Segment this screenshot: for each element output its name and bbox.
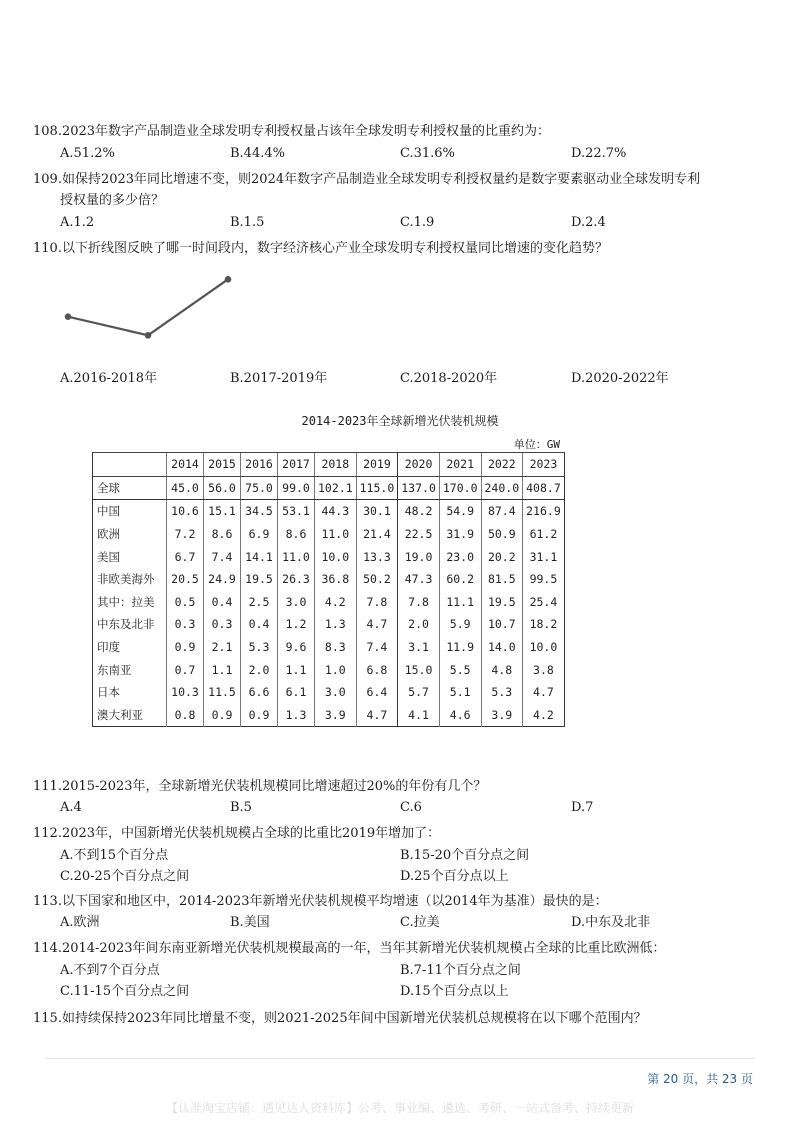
- table-cell: 0.8: [167, 704, 204, 727]
- table-cell: 7.2: [167, 523, 204, 546]
- table-cell: 60.2: [439, 568, 481, 591]
- year-header: 2020: [398, 453, 440, 477]
- q109-option-b: B.1.5: [230, 215, 265, 230]
- table-cell: 240.0: [481, 476, 523, 500]
- watermark-text: 【认准淘宝店铺：遇见达人资料库】公考、事业编、遴选、考研、一站式备考、持续更新: [165, 1101, 634, 1115]
- table-cell: 11.9: [439, 636, 481, 659]
- table-cell: 3.0: [315, 681, 357, 704]
- table-cell: 10.0: [315, 545, 357, 568]
- question-110: 110.以下折线图反映了哪一时间段内，数字经济核心产业全球发明专利授权量同比增速的变化趋势？: [33, 241, 608, 256]
- q110-option-d: D.2020-2022年: [571, 371, 669, 386]
- table-title: 2014-2023年全球新增光伏装机规模: [301, 414, 499, 428]
- row-label: 东南亚: [97, 662, 132, 677]
- table-cell: 44.3: [315, 500, 357, 523]
- table-cell: 3.0: [278, 591, 315, 614]
- q113-option-a: A.欧洲: [60, 915, 100, 930]
- q113-option-c: C.拉美: [400, 915, 440, 930]
- table-cell: 8.6: [204, 523, 241, 546]
- q111-option-d: D.7: [571, 800, 594, 815]
- row-label: 日本: [97, 685, 120, 700]
- table-cell: 2.0: [241, 658, 278, 681]
- q112-option-b: B.15-20个百分点之间: [400, 848, 530, 863]
- table-cell: 5.1: [439, 681, 481, 704]
- table-cell: 10.0: [523, 636, 565, 659]
- question-113: 113.以下国家和地区中，2014-2023年新增光伏装机规模平均增速（以2014年为基准）最快的是：: [33, 894, 608, 909]
- q114-option-a: A.不到7个百分点: [60, 963, 160, 978]
- table-cell: 4.6: [439, 704, 481, 727]
- q112-option-c: C.20-25个百分点之间: [60, 869, 190, 884]
- q112-option-a: A.不到15个百分点: [60, 848, 169, 863]
- table-cell: 31.9: [439, 523, 481, 546]
- q109-option-c: C.1.9: [400, 215, 435, 230]
- table-cell: 2.0: [398, 613, 440, 636]
- row-label: 印度: [97, 640, 120, 655]
- table-cell: 75.0: [241, 476, 278, 500]
- table-cell: 1.1: [278, 658, 315, 681]
- row-label: 美国: [97, 549, 120, 564]
- table-cell: 26.3: [278, 568, 315, 591]
- q114-option-b: B.7-11个百分点之间: [400, 963, 521, 978]
- q110-option-c: C.2018-2020年: [400, 371, 498, 386]
- table-header-row: [93, 453, 565, 477]
- table-cell: 4.7: [356, 704, 398, 727]
- table-cell: 2.1: [204, 636, 241, 659]
- table-cell: 19.5: [241, 568, 278, 591]
- table-cell: 47.3: [398, 568, 440, 591]
- q108-option-c: C.31.6%: [400, 146, 455, 161]
- table-cell: 99.5: [523, 568, 565, 591]
- table-cell: 19.5: [481, 591, 523, 614]
- table-cell: 50.9: [481, 523, 523, 546]
- table-cell: 1.3: [315, 613, 357, 636]
- table-cell: 5.9: [439, 613, 481, 636]
- table-cell: 24.9: [204, 568, 241, 591]
- table-cell: 216.9: [523, 500, 565, 523]
- question-108: 108.2023年数字产品制造业全球发明专利授权量占该年全球发明专利授权量的比重约为：: [33, 124, 551, 139]
- table-cell: 4.2: [523, 704, 565, 727]
- table-cell: 15.0: [398, 658, 440, 681]
- table-cell: 14.0: [481, 636, 523, 659]
- table-cell: 56.0: [204, 476, 241, 500]
- q109-option-a: A.1.2: [60, 215, 95, 230]
- row-label: 中东及北非: [97, 617, 155, 632]
- table-cell: 11.1: [439, 591, 481, 614]
- year-header: 2016: [241, 453, 278, 477]
- year-header: 2014: [167, 453, 204, 477]
- question-114: 114.2014-2023年间东南亚新增光伏装机规模最高的一年，当年其新增光伏装机规模占全球的比重比欧洲低：: [33, 941, 666, 956]
- question-112: 112.2023年，中国新增光伏装机规模占全球的比重比2019年增加了：: [33, 826, 441, 841]
- table-unit: 单位：GW: [513, 438, 560, 451]
- trend-point: [145, 332, 152, 339]
- table-cell: 3.9: [315, 704, 357, 727]
- table-cell: 137.0: [398, 476, 440, 500]
- year-header: 2019: [356, 453, 398, 477]
- q114-option-c: C.11-15个百分点之间: [60, 984, 190, 999]
- q113-option-d: D.中东及北非: [571, 915, 651, 930]
- table-cell: 7.8: [356, 591, 398, 614]
- table-row: [93, 523, 565, 546]
- table-cell: 21.4: [356, 523, 398, 546]
- table-cell: 4.1: [398, 704, 440, 727]
- table-cell: 8.6: [278, 523, 315, 546]
- pv-install-table: [92, 452, 565, 727]
- table-row: [93, 545, 565, 568]
- q109-option-d: D.2.4: [571, 215, 606, 230]
- table-cell: 4.7: [523, 681, 565, 704]
- table-cell: 30.1: [356, 500, 398, 523]
- table-cell: 5.5: [439, 658, 481, 681]
- table-row: [93, 658, 565, 681]
- table-cell: 4.2: [315, 591, 357, 614]
- year-header: 2022: [481, 453, 523, 477]
- table-row: [93, 636, 565, 659]
- table-header-corner: [93, 453, 167, 477]
- table-cell: 9.6: [278, 636, 315, 659]
- table-cell: 48.2: [398, 500, 440, 523]
- table-cell: 0.9: [204, 704, 241, 727]
- table-cell: 99.0: [278, 476, 315, 500]
- table-cell: 102.1: [315, 476, 357, 500]
- table-cell: 10.7: [481, 613, 523, 636]
- row-label: 欧洲: [97, 527, 120, 542]
- table-cell: 61.2: [523, 523, 565, 546]
- table-cell: 50.2: [356, 568, 398, 591]
- table-cell: 0.5: [167, 591, 204, 614]
- table-cell: 54.9: [439, 500, 481, 523]
- q111-option-b: B.5: [230, 800, 252, 815]
- table-cell: 25.4: [523, 591, 565, 614]
- table-cell: 408.7: [523, 476, 565, 500]
- table-cell: 45.0: [167, 476, 204, 500]
- table-cell: 5.7: [398, 681, 440, 704]
- table-cell: 170.0: [439, 476, 481, 500]
- table-cell: 3.8: [523, 658, 565, 681]
- table-cell: 5.3: [481, 681, 523, 704]
- table-cell: 0.9: [167, 636, 204, 659]
- table-cell: 2.5: [241, 591, 278, 614]
- year-header: 2021: [439, 453, 481, 477]
- table-cell: 8.3: [315, 636, 357, 659]
- table-cell: 22.5: [398, 523, 440, 546]
- table-cell: 115.0: [356, 476, 398, 500]
- table-cell: 11.0: [315, 523, 357, 546]
- q111-option-c: C.6: [400, 800, 422, 815]
- row-label: 中国: [97, 504, 120, 519]
- year-header: 2023: [523, 453, 565, 477]
- table-cell: 81.5: [481, 568, 523, 591]
- table-cell: 1.0: [315, 658, 357, 681]
- year-header: 2015: [204, 453, 241, 477]
- table-cell: 19.0: [398, 545, 440, 568]
- table-cell: 6.1: [278, 681, 315, 704]
- row-label: 全球: [93, 476, 167, 500]
- table-cell: 7.4: [204, 545, 241, 568]
- table-row: [93, 704, 565, 727]
- year-header: 2017: [278, 453, 315, 477]
- table-cell: 4.7: [356, 613, 398, 636]
- q111-option-a: A.4: [60, 800, 82, 815]
- page-number: 第 20 页，共 23 页: [647, 1072, 753, 1086]
- table-cell: 6.8: [356, 658, 398, 681]
- table-cell: 6.7: [167, 545, 204, 568]
- table-row: [93, 568, 565, 591]
- table-cell: 87.4: [481, 500, 523, 523]
- table-cell: 34.5: [241, 500, 278, 523]
- table-row: [93, 613, 565, 636]
- q110-option-b: B.2017-2019年: [230, 371, 328, 386]
- table-cell: 1.1: [204, 658, 241, 681]
- table-row: [93, 681, 565, 704]
- row-label: 非欧美海外: [97, 572, 155, 587]
- table-cell: 31.1: [523, 545, 565, 568]
- q113-option-b: B.美国: [230, 915, 270, 930]
- q108-option-d: D.22.7%: [571, 146, 627, 161]
- table-cell: 4.8: [481, 658, 523, 681]
- table-row: [93, 476, 565, 500]
- q114-option-d: D.15个百分点以上: [400, 984, 509, 999]
- trend-point: [225, 276, 232, 283]
- table-cell: 5.3: [241, 636, 278, 659]
- trend-point: [65, 313, 72, 320]
- table-cell: 53.1: [278, 500, 315, 523]
- table-cell: 6.9: [241, 523, 278, 546]
- table-cell: 0.3: [204, 613, 241, 636]
- table-cell: 3.1: [398, 636, 440, 659]
- table-cell: 0.3: [167, 613, 204, 636]
- row-label: 其中：拉美: [97, 594, 155, 609]
- question-111: 111.2015-2023年，全球新增光伏装机规模同比增速超过20%的年份有几个？: [33, 779, 487, 794]
- table-cell: 0.4: [241, 613, 278, 636]
- q110-option-a: A.2016-2018年: [60, 371, 158, 386]
- table-cell: 11.0: [278, 545, 315, 568]
- table-row: [93, 500, 565, 523]
- table-cell: 0.4: [204, 591, 241, 614]
- table-cell: 6.6: [241, 681, 278, 704]
- q108-option-b: B.44.4%: [230, 146, 285, 161]
- table-cell: 3.9: [481, 704, 523, 727]
- table-cell: 14.1: [241, 545, 278, 568]
- year-header: 2018: [315, 453, 357, 477]
- table-cell: 0.7: [167, 658, 204, 681]
- table-cell: 0.9: [241, 704, 278, 727]
- q108-option-a: A.51.2%: [60, 146, 115, 161]
- table-cell: 1.2: [278, 613, 315, 636]
- table-cell: 1.3: [278, 704, 315, 727]
- trend-series-line: [68, 279, 228, 335]
- table-cell: 7.4: [356, 636, 398, 659]
- q112-option-d: D.25个百分点以上: [400, 869, 509, 884]
- row-label: 澳大利亚: [97, 707, 143, 722]
- table-cell: 13.3: [356, 545, 398, 568]
- question-115: 115.如持续保持2023年同比增量不变，则2021-2025年间中国新增光伏装机总规模将在以下哪个范围内？: [33, 1011, 647, 1026]
- footer-divider: [45, 1058, 755, 1059]
- table-cell: 10.6: [167, 500, 204, 523]
- table-cell: 11.5: [204, 681, 241, 704]
- table-cell: 10.3: [167, 681, 204, 704]
- question-109-line2: 授权量的多少倍？: [60, 193, 165, 208]
- table-cell: 20.5: [167, 568, 204, 591]
- table-cell: 23.0: [439, 545, 481, 568]
- table-row: [93, 591, 565, 614]
- table-cell: 15.1: [204, 500, 241, 523]
- table-cell: 6.4: [356, 681, 398, 704]
- table-cell: 7.8: [398, 591, 440, 614]
- question-109-line1: 109.如保持2023年同比增速不变，则2024年数字产品制造业全球发明专利授权量约是数字要素驱动业全球发明专利: [33, 172, 701, 187]
- table-cell: 20.2: [481, 545, 523, 568]
- table-cell: 36.8: [315, 568, 357, 591]
- table-cell: 18.2: [523, 613, 565, 636]
- trend-line-chart: [60, 262, 240, 362]
